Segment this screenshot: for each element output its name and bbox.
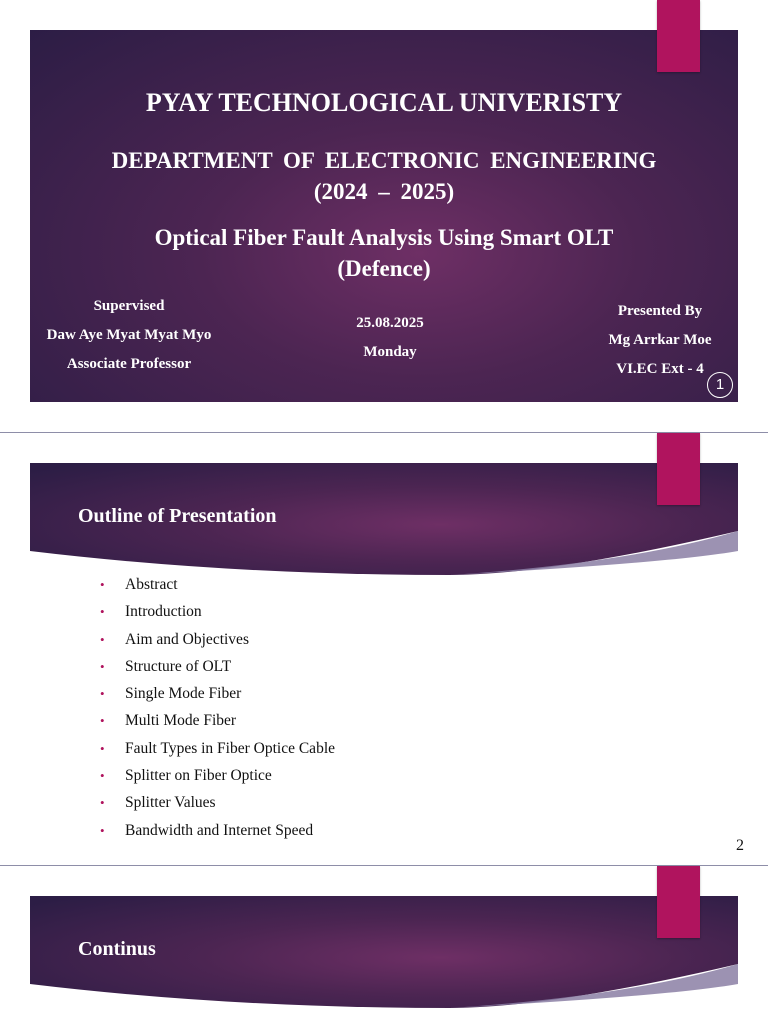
accent-tab	[657, 866, 700, 938]
bullet-icon: •	[100, 686, 105, 702]
bullet-icon: •	[100, 768, 105, 784]
outline-item	[100, 626, 335, 653]
outline-item	[100, 735, 335, 762]
slide-number-badge: 1	[707, 372, 733, 398]
presentation-title-line: Optical Fiber Fault Analysis Using Smart OLT	[154, 225, 614, 250]
bullet-icon: •	[100, 658, 105, 674]
presenter-block	[590, 297, 730, 384]
slide-title	[0, 0, 768, 432]
presentation-title	[30, 222, 738, 284]
academic-year: (2024 – 2025)	[313, 179, 455, 204]
presentation-date: 25.08.2025	[356, 315, 424, 331]
outline-item-label: Aim and Objectives	[125, 630, 249, 648]
outline-item-label: Splitter on Fiber Optice	[125, 767, 272, 785]
bullet-icon: •	[100, 604, 105, 620]
outline-item-label: Fault Types in Fiber Optice Cable	[125, 739, 335, 757]
supervisor-name: Daw Aye Myat Myat Myo	[46, 327, 212, 343]
title-panel	[30, 30, 738, 402]
outline-list	[100, 571, 335, 844]
outline-item-label: Multi Mode Fiber	[125, 712, 237, 730]
outline-title: Outline of Presentation	[78, 505, 277, 527]
presenter-name: Mg Arrkar Moe	[608, 332, 712, 348]
outline-item-label: Introduction	[125, 603, 202, 621]
supervisor-block	[30, 292, 228, 379]
continued-header-band	[30, 896, 738, 1011]
slide-outline	[0, 433, 768, 865]
bullet-icon: •	[100, 631, 105, 647]
outline-item	[100, 789, 335, 816]
outline-item-label: Abstract	[125, 576, 178, 593]
presenter-heading: Presented By	[617, 303, 703, 319]
bullet-icon: •	[100, 795, 105, 811]
outline-item	[100, 707, 335, 734]
bullet-icon: •	[100, 713, 105, 729]
outline-item	[100, 571, 335, 598]
bullet-icon: •	[100, 577, 105, 592]
accent-tab	[657, 433, 700, 505]
university-name: PYAY TECHNOLOGICAL UNIVERISTY	[145, 88, 623, 117]
outline-item	[100, 680, 335, 707]
bullet-icon: •	[100, 740, 105, 756]
bullet-icon: •	[100, 822, 105, 838]
outline-item	[100, 653, 335, 680]
outline-item-label: Single Mode Fiber	[125, 685, 242, 703]
supervisor-heading: Supervised	[93, 298, 165, 314]
slide-continued	[0, 866, 768, 1024]
department-name: DEPARTMENT OF ELECTRONIC ENGINEERING	[111, 148, 657, 173]
continued-title: Continus	[78, 938, 156, 960]
presentation-day: Monday	[363, 344, 417, 360]
outline-header-band	[30, 463, 738, 578]
outline-item-label: Structure of OLT	[125, 657, 232, 675]
presentation-subtitle: (Defence)	[337, 256, 431, 281]
outline-item	[100, 817, 335, 844]
outline-item-label: Splitter Values	[125, 794, 216, 812]
slide-number: 2	[736, 837, 744, 854]
accent-tab	[657, 0, 700, 72]
presenter-roll: VI.EC Ext - 4	[616, 361, 704, 377]
supervisor-position: Associate Professor	[66, 356, 192, 372]
date-block	[320, 309, 460, 367]
department-heading	[30, 145, 738, 207]
outline-item	[100, 598, 335, 625]
outline-item	[100, 762, 335, 789]
outline-item-label: Bandwidth and Internet Speed	[125, 821, 314, 839]
